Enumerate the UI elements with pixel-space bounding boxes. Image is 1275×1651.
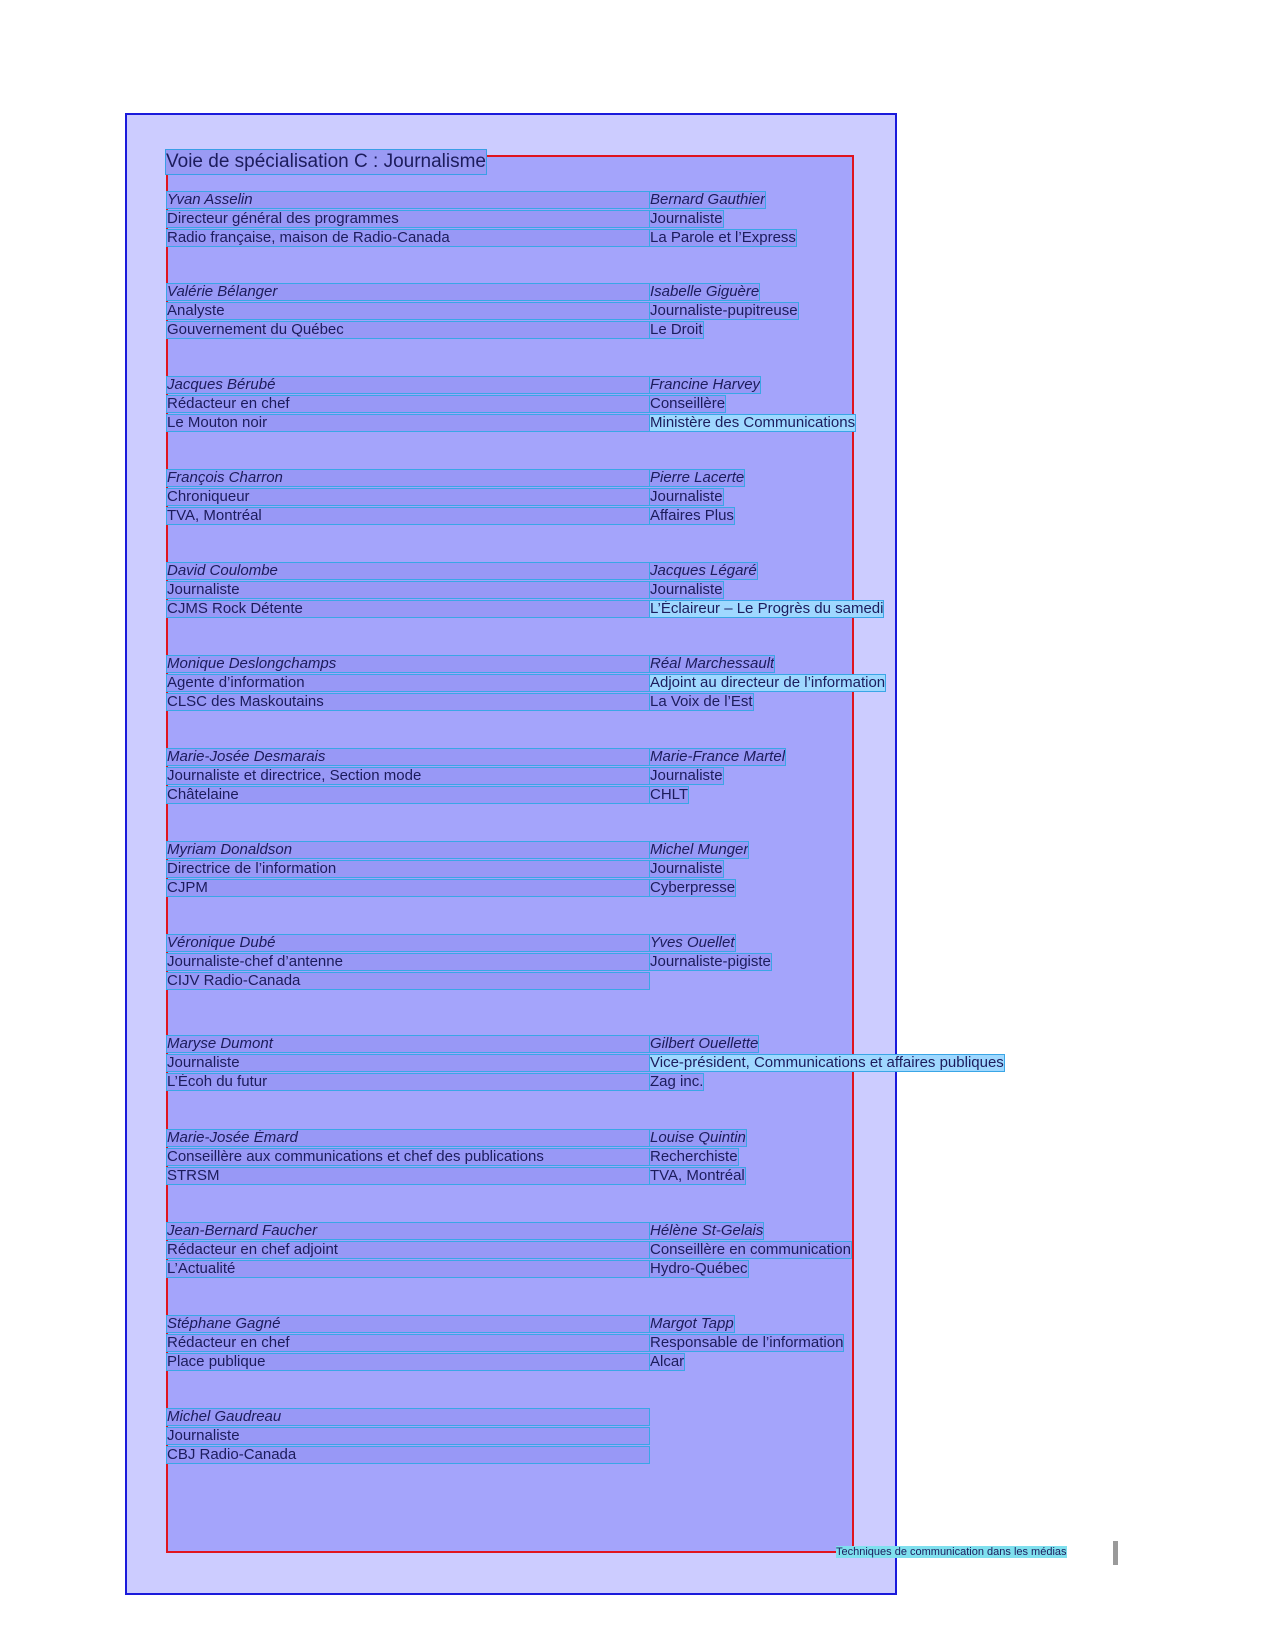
contact-name: Michel Gaudreau [167,1409,649,1425]
contact-org: L’Éclaireur – Le Progrès du samedi [650,600,884,617]
contact-name: Gilbert Ouellette [650,1035,759,1052]
contact-org: Hydro-Québec [650,1260,748,1277]
contact-name: Bernard Gauthier [650,191,766,208]
contact-role: Rédacteur en chef [167,1335,649,1351]
contact-name: David Coulombe [167,563,649,579]
contact-org: Affaires Plus [650,507,734,524]
contact-role: Agente d’information [167,675,649,691]
contact-name: Valérie Bélanger [167,284,649,300]
contact-role: Journaliste [167,1428,649,1444]
contact-org: Place publique [167,1354,649,1370]
contact-org: La Parole et l’Express [650,229,796,246]
contact-org: Zag inc. [650,1073,704,1090]
contact-name: Jacques Bérubé [167,377,649,393]
contact-name: Marie-Josée Émard [167,1130,649,1146]
contact-org: TVA, Montréal [167,508,649,524]
contact-name: Véronique Dubé [167,935,649,951]
contact-name: Monique Deslongchamps [167,656,649,672]
contact-role: Journaliste [167,582,649,598]
contact-org: L’Actualité [167,1261,649,1277]
contact-role: Adjoint au directeur de l’information [650,674,886,691]
contact-name: Michel Munger [650,841,749,858]
contact-name: Stéphane Gagné [167,1316,649,1332]
contact-role: Responsable de l’information [650,1334,844,1351]
contact-role: Journaliste-pigiste [650,953,771,970]
contact-org: CIJV Radio-Canada [167,973,649,989]
contact-org: Cyberpresse [650,879,736,896]
contact-org: CHLT [650,786,689,803]
contact-name: Margot Tapp [650,1315,734,1332]
contact-role: Rédacteur en chef adjoint [167,1242,649,1258]
contact-org: Gouvernement du Québec [167,322,649,338]
contact-name: Yvan Asselin [167,192,649,208]
page-title: Voie de spécialisation C : Journalisme [166,151,487,172]
contact-role: Journaliste [650,767,723,784]
contact-name: Pierre Lacerte [650,469,745,486]
contact-name: Marie-Josée Desmarais [167,749,649,765]
contact-role: Journaliste et directrice, Section mode [167,768,649,784]
contact-role: Journaliste [650,860,723,877]
contact-role: Journaliste [167,1055,649,1071]
contact-org: Radio française, maison de Radio-Canada [167,230,649,246]
contact-org: Le Mouton noir [167,415,649,431]
contact-role: Journaliste [650,210,723,227]
contact-org: CJPM [167,880,649,896]
contact-org: Alcar [650,1353,685,1370]
contact-role: Conseillère [650,395,726,412]
contact-org: TVA, Montréal [650,1167,745,1184]
contact-role: Chroniqueur [167,489,649,505]
contact-name: Hélène St-Gelais [650,1222,764,1239]
contact-name: Francine Harvey [650,376,761,393]
contact-role: Recherchiste [650,1148,738,1165]
contact-role: Conseillère aux communications et chef des publications [167,1149,649,1165]
contact-org: CBJ Radio-Canada [167,1447,649,1463]
contact-org: Le Droit [650,321,703,338]
page-marker [1113,1541,1118,1565]
contact-name: Yves Ouellet [650,934,735,951]
contact-name: Maryse Dumont [167,1036,649,1052]
contact-name: Myriam Donaldson [167,842,649,858]
contact-org: CJMS Rock Détente [167,601,649,617]
contact-name: François Charron [167,470,649,486]
contact-role: Directeur général des programmes [167,211,649,227]
contact-org: CLSC des Maskoutains [167,694,649,710]
contact-name: Jacques Légaré [650,562,757,579]
contact-role: Journaliste [650,488,723,505]
contact-org: Châtelaine [167,787,649,803]
contact-name: Isabelle Giguère [650,283,760,300]
contact-org: STRSM [167,1168,649,1184]
contact-name: Jean-Bernard Faucher [167,1223,649,1239]
contact-role: Journaliste [650,581,723,598]
contact-org: L’Écoh du futur [167,1074,649,1090]
contact-role: Conseillère en communication [650,1241,851,1258]
page-footer: Techniques de communication dans les médias [836,1546,1067,1558]
contact-role: Rédacteur en chef [167,396,649,412]
contact-role: Directrice de l’information [167,861,649,877]
contact-role: Vice-président, Communications et affaires publiques [650,1054,1004,1071]
contact-org: Ministère des Communications [650,414,856,431]
contact-role: Journaliste-chef d’antenne [167,954,649,970]
contact-org: La Voix de l’Est [650,693,753,710]
contact-name: Louise Quintin [650,1129,746,1146]
contact-role: Journaliste-pupitreuse [650,302,798,319]
contact-role: Analyste [167,303,649,319]
contact-name: Réal Marchessault [650,655,775,672]
contact-name: Marie-France Martel [650,748,786,765]
